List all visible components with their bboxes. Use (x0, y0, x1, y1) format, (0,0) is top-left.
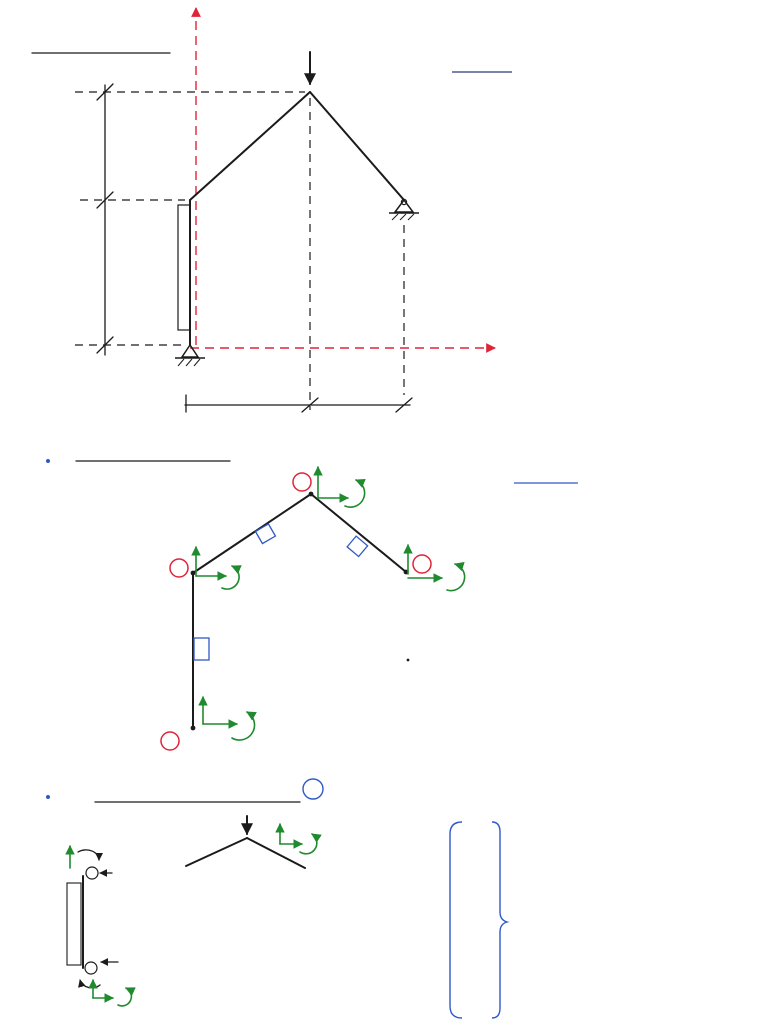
dof-rotation (447, 564, 465, 591)
bar-badge (255, 524, 275, 544)
node-badge (293, 473, 311, 491)
q-badge-circle (303, 779, 323, 799)
fbd-moment-arc (80, 980, 100, 988)
distributed-load-block (178, 205, 190, 330)
fbd-moment-arc (78, 850, 99, 860)
vector-section (46, 779, 507, 1018)
joint-dot (309, 492, 314, 497)
node-badge (161, 732, 179, 750)
apex-fbd-right (247, 838, 305, 868)
fbd-load-block (67, 883, 81, 965)
apex-fbd-left (186, 838, 247, 866)
node-badge (170, 559, 188, 577)
fbd-node-bottom (85, 962, 97, 974)
dof-beam-right (311, 494, 406, 572)
beam-left-member (190, 92, 310, 200)
stray-dot (407, 659, 410, 662)
bullet-dot (46, 459, 50, 463)
node-badge (413, 555, 431, 573)
q-bracket-left (450, 822, 462, 1018)
grados-section (46, 459, 465, 750)
fbd-dof-rotation (118, 988, 131, 1006)
dof-rotation (345, 480, 365, 507)
beam-right-member (310, 92, 404, 200)
bar-badge (194, 638, 209, 660)
q-brace-right (492, 822, 507, 1018)
frame-diagram (75, 8, 495, 412)
joint-dot (191, 726, 196, 731)
dof-rotation (222, 566, 239, 589)
dof-beam-left (193, 494, 311, 573)
fbd-node-top (86, 867, 98, 879)
dof-rotation (232, 712, 255, 740)
pin-support-right (389, 199, 419, 220)
joint-dot (191, 571, 196, 576)
bullet-dot (46, 795, 50, 799)
